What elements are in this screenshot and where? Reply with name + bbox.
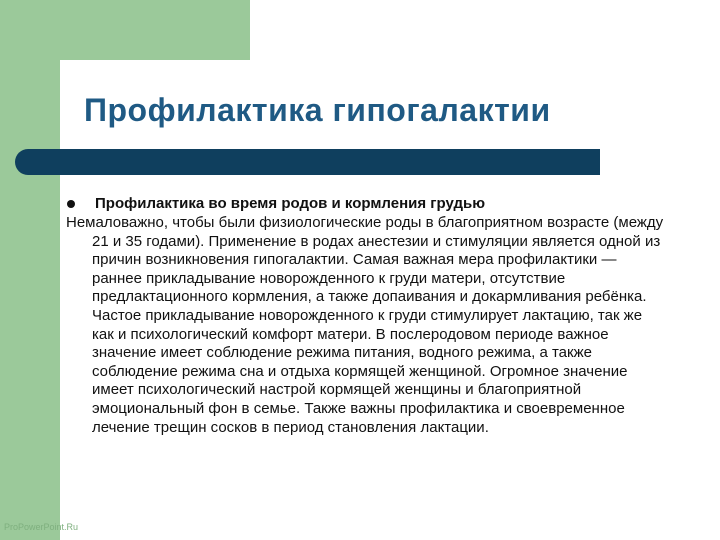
title-underline-bar [15, 149, 600, 175]
watermark: ProPowerPoint.Ru [4, 522, 79, 532]
bullet-dot-icon [67, 200, 75, 208]
bullet-heading: Профилактика во время родов и кормления грудью [95, 195, 486, 212]
decor-green-side [0, 0, 60, 540]
slide-title: Профилактика гипогалактии [84, 92, 551, 128]
decor-green-top [0, 0, 250, 60]
body-paragraph: Немаловажно, чтобы были физиологические роды в благоприятном возрасте (между 21 и 35 годами). Применение в родах анестезии и стимуляции является одной из причин возникновения гипогалактии. Самая важная мера профилактики — раннее прикладывание новорожденного к груди матери, отсутствие предлактационного кормления, а также допаивания и докармливания ребёнка. Частое прикладывание новорожденного к груди стимулирует лактацию, так же как и психологический комфорт матери. В послеродовом периоде важное значение имеет соблюдение режима питания, водного режима, а также соблюдение режима сна и отдыха кормящей женщиной. Огромное значение имеет психологический настрой кормящей женщины и благоприятной эмоциональный фон в семье. Также важны профилактика и своевременное лечение трещин сосков в период становления лактации. [66, 214, 664, 436]
